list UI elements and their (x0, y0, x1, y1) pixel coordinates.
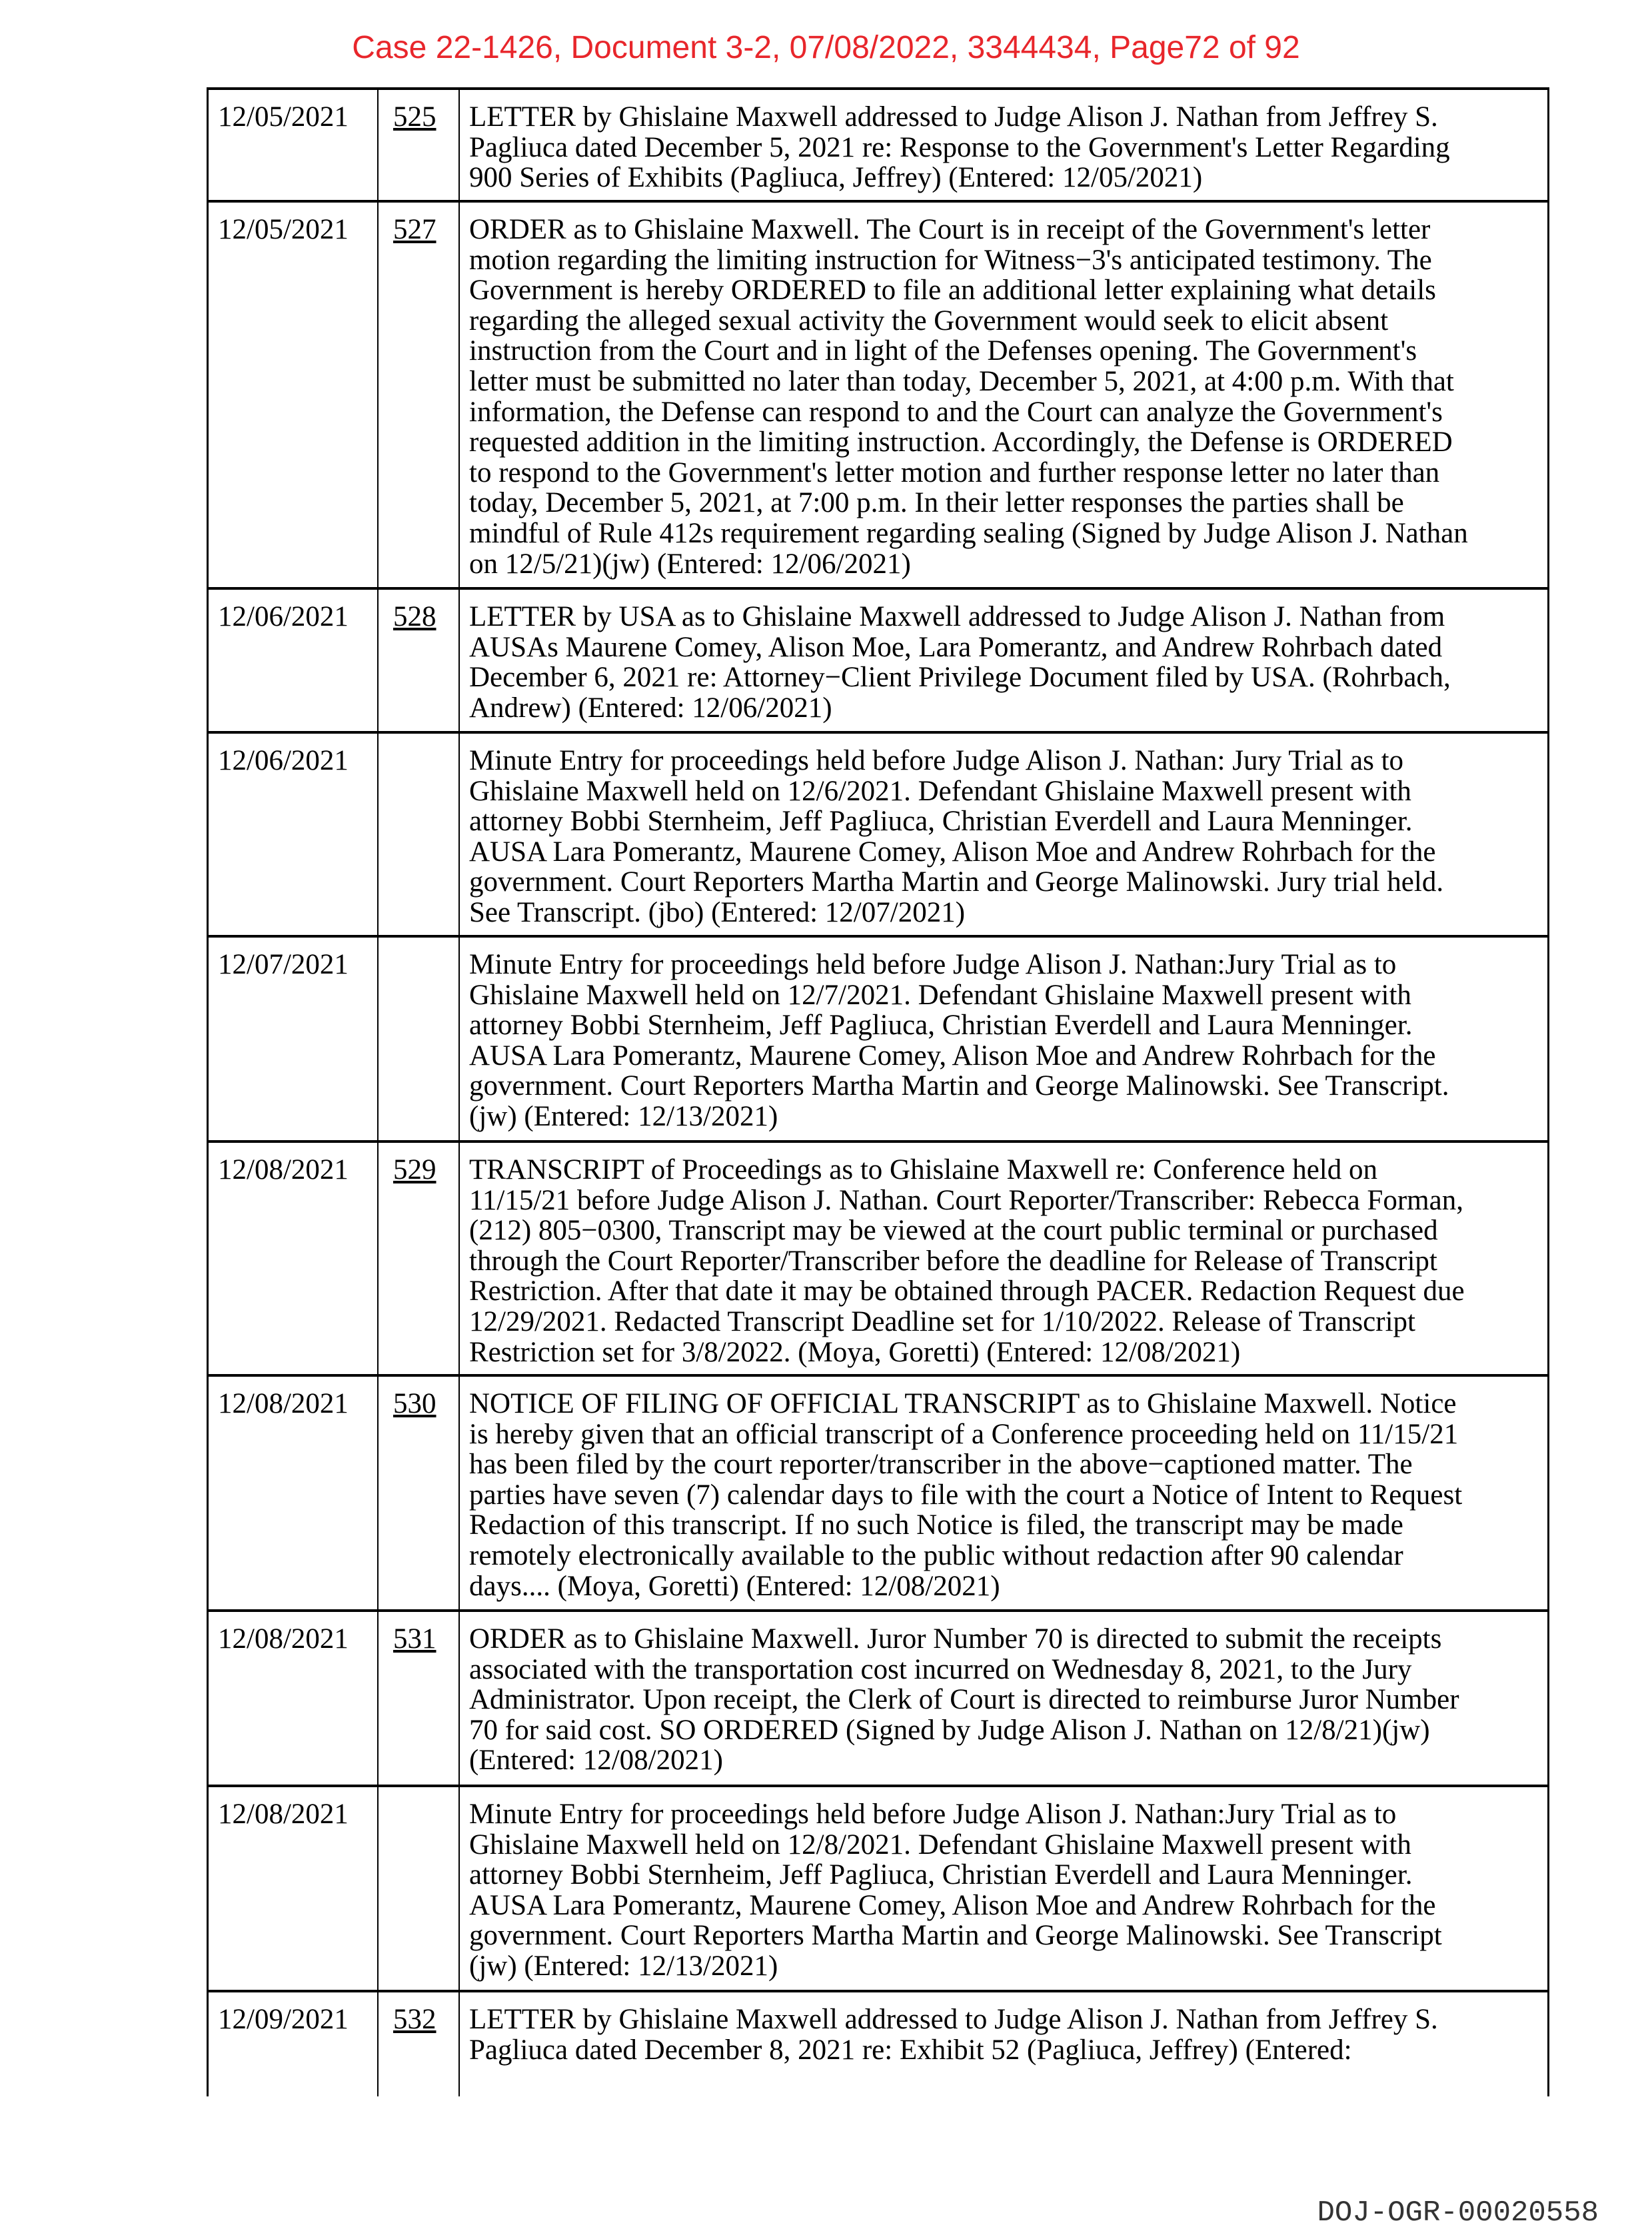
entry-date: 12/08/2021 (209, 1612, 379, 1785)
entry-text-line: motion regarding the limiting instruction for Witness−3's anticipated testimony. The (469, 244, 1432, 276)
entry-text-line: 70 for said cost. SO ORDERED (Signed by Judge Alison J. Nathan on 12/8/21)(jw) (469, 1714, 1430, 1746)
entry-number-cell (379, 590, 460, 731)
entry-text-line: NOTICE OF FILING OF OFFICIAL TRANSCRIPT as to Ghislaine Maxwell. Notice (469, 1388, 1457, 1419)
entry-text-line: on 12/5/21)(jw) (Entered: 12/06/2021) (469, 548, 911, 580)
docket-row (209, 1374, 1547, 1609)
entry-text-line: attorney Bobbi Sternheim, Jeff Pagliuca, Christian Everdell and Laura Menninger. (469, 1010, 1413, 1042)
entry-text-line: AUSA Lara Pomerantz, Maurene Comey, Alison Moe and Andrew Rohrbach for the (469, 836, 1436, 868)
entry-date: 12/06/2021 (209, 590, 379, 731)
entry-text-line: information, the Defense can respond to and the Court can analyze the Government's (469, 396, 1443, 428)
entry-text (460, 1787, 1547, 1990)
docket-table (207, 87, 1549, 2096)
entry-text-line: 900 Series of Exhibits (Pagliuca, Jeffrey) (Entered: 12/05/2021) (469, 162, 1203, 194)
entry-text (460, 1143, 1547, 1374)
entry-number-cell (379, 938, 460, 1140)
case-header: Case 22-1426, Document 3-2, 07/08/2022, 3344434, Page72 of 92 (352, 30, 1300, 65)
entry-text-line: (Entered: 12/08/2021) (469, 1745, 723, 1777)
entry-text-line: attorney Bobbi Sternheim, Jeff Pagliuca, Christian Everdell and Laura Menninger. (469, 1859, 1413, 1891)
entry-text-line: through the Court Reporter/Transcriber before the deadline for Release of Transcript (469, 1245, 1437, 1277)
entry-number-cell (379, 1787, 460, 1990)
entry-text (460, 590, 1547, 731)
entry-text-line: remotely electronically available to the public without redaction after 90 calendar (469, 1539, 1403, 1571)
entry-text-line: LETTER by Ghislaine Maxwell addressed to Judge Alison J. Nathan from Jeffrey S. (469, 2004, 1438, 2035)
entry-number-link[interactable]: 525 (393, 101, 436, 133)
bates-number: DOJ-OGR-00020558 (1317, 2196, 1599, 2230)
entry-text-line: AUSAs Maurene Comey, Alison Moe, Lara Pomerantz, and Andrew Rohrbach dated (469, 631, 1443, 663)
docket-row (209, 587, 1547, 731)
entry-date: 12/07/2021 (209, 938, 379, 1140)
entry-text-line: Restriction. After that date it may be obtained through PACER. Redaction Request due (469, 1275, 1465, 1307)
entry-text-line: (212) 805−0300, Transcript may be viewed at the court public terminal or purchased (469, 1215, 1438, 1247)
entry-text-line: mindful of Rule 412s requirement regarding sealing (Signed by Judge Alison J. Nathan (469, 517, 1468, 549)
entry-text-line: attorney Bobbi Sternheim, Jeff Pagliuca, Christian Everdell and Laura Menninger. (469, 806, 1413, 838)
entry-number-cell (379, 203, 460, 587)
docket-row (209, 1140, 1547, 1374)
entry-text-line: TRANSCRIPT of Proceedings as to Ghislaine Maxwell re: Conference held on (469, 1154, 1378, 1185)
docket-row (209, 1609, 1547, 1785)
entry-text-line: Ghislaine Maxwell held on 12/6/2021. Defendant Ghislaine Maxwell present with (469, 775, 1411, 807)
entry-number-cell (379, 1612, 460, 1785)
entry-text-line: Administrator. Upon receipt, the Clerk of Court is directed to reimburse Juror Number (469, 1684, 1459, 1716)
entry-number-link[interactable]: 528 (393, 601, 436, 632)
entry-text-line: Minute Entry for proceedings held before Judge Alison J. Nathan:Jury Trial as to (469, 1799, 1397, 1830)
entry-text-line: government. Court Reporters Martha Martin and George Malinowski. See Transcript. (469, 1070, 1449, 1102)
docket-row (209, 935, 1547, 1140)
entry-text-line: 11/15/21 before Judge Alison J. Nathan. Court Reporter/Transcriber: Rebecca Forman, (469, 1184, 1463, 1216)
entry-text-line: today, December 5, 2021, at 7:00 p.m. In their letter responses the parties shall be (469, 487, 1404, 519)
entry-text (460, 203, 1547, 587)
entry-text-line: See Transcript. (jbo) (Entered: 12/07/2021) (469, 896, 966, 928)
entry-text-line: ORDER as to Ghislaine Maxwell. The Court is in receipt of the Government's letter (469, 214, 1431, 245)
entry-text-line: Minute Entry for proceedings held before Judge Alison J. Nathan: Jury Trial as to (469, 745, 1404, 776)
entry-text-line: Ghislaine Maxwell held on 12/7/2021. Defendant Ghislaine Maxwell present with (469, 979, 1411, 1011)
entry-text-line: Pagliuca dated December 5, 2021 re: Response to the Government's Letter Regarding (469, 131, 1450, 163)
entry-date: 12/09/2021 (209, 1992, 379, 2096)
entry-date: 12/05/2021 (209, 203, 379, 587)
entry-text-line: 12/29/2021. Redacted Transcript Deadline set for 1/10/2022. Release of Transcript (469, 1305, 1415, 1337)
entry-number-link[interactable]: 532 (393, 2004, 436, 2035)
entry-text-line: LETTER by Ghislaine Maxwell addressed to Judge Alison J. Nathan from Jeffrey S. (469, 101, 1438, 133)
entry-text-line: LETTER by USA as to Ghislaine Maxwell addressed to Judge Alison J. Nathan from (469, 601, 1445, 632)
entry-text-line: to respond to the Government's letter motion and further response letter no later than (469, 456, 1440, 488)
entry-date: 12/06/2021 (209, 734, 379, 935)
entry-text-line: Andrew) (Entered: 12/06/2021) (469, 692, 832, 724)
entry-text-line: AUSA Lara Pomerantz, Maurene Comey, Alison Moe and Andrew Rohrbach for the (469, 1040, 1436, 1072)
entry-text-line: government. Court Reporters Martha Martin and George Malinowski. Jury trial held. (469, 866, 1444, 898)
entry-text (460, 734, 1547, 935)
entry-text-line: letter must be submitted no later than today, December 5, 2021, at 4:00 p.m. With that (469, 365, 1454, 397)
entry-number-cell (379, 1143, 460, 1374)
entry-text-line: Pagliuca dated December 8, 2021 re: Exhibit 52 (Pagliuca, Jeffrey) (Entered: (469, 2034, 1352, 2066)
entry-number-cell (379, 734, 460, 935)
entry-date: 12/08/2021 (209, 1377, 379, 1609)
entry-text (460, 938, 1547, 1140)
entry-text (460, 1992, 1547, 2096)
docket-row (209, 200, 1547, 587)
entry-date: 12/08/2021 (209, 1143, 379, 1374)
entry-text-line: instruction from the Court and in light of the Defenses opening. The Government's (469, 335, 1417, 367)
entry-number-link[interactable]: 529 (393, 1154, 436, 1185)
entry-text-line: (jw) (Entered: 12/13/2021) (469, 1950, 778, 1982)
entry-text-line: ORDER as to Ghislaine Maxwell. Juror Number 70 is directed to submit the receipts (469, 1623, 1442, 1655)
entry-text-line: Ghislaine Maxwell held on 12/8/2021. Defendant Ghislaine Maxwell present with (469, 1829, 1411, 1861)
entry-date: 12/05/2021 (209, 90, 379, 200)
docket-row (209, 1785, 1547, 1990)
entry-text-line: Restriction set for 3/8/2022. (Moya, Goretti) (Entered: 12/08/2021) (469, 1336, 1241, 1368)
entry-text-line: Redaction of this transcript. If no such Notice is filed, the transcript may be made (469, 1509, 1403, 1541)
entry-text-line: associated with the transportation cost incurred on Wednesday 8, 2021, to the Jury (469, 1653, 1412, 1685)
entry-number-cell (379, 1992, 460, 2096)
entry-text-line: (jw) (Entered: 12/13/2021) (469, 1100, 778, 1132)
docket-row (209, 731, 1547, 935)
entry-number-cell (379, 90, 460, 200)
entry-text-line: regarding the alleged sexual activity the Government would seek to elicit absent (469, 305, 1389, 337)
entry-date: 12/08/2021 (209, 1787, 379, 1990)
entry-text (460, 90, 1547, 200)
docket-row (209, 87, 1547, 200)
entry-text-line: December 6, 2021 re: Attorney−Client Privilege Document filed by USA. (Rohrbach, (469, 662, 1451, 694)
entry-text-line: is hereby given that an official transcript of a Conference proceeding held on 11/15/21 (469, 1418, 1459, 1450)
entry-text-line: government. Court Reporters Martha Martin and George Malinowski. See Transcript (469, 1920, 1442, 1952)
entry-text-line: parties have seven (7) calendar days to file with the court a Notice of Intent to Request (469, 1479, 1463, 1511)
entry-number-link[interactable]: 527 (393, 214, 436, 245)
entry-number-link[interactable]: 531 (393, 1623, 436, 1655)
entry-number-cell (379, 1377, 460, 1609)
entry-text-line: Minute Entry for proceedings held before Judge Alison J. Nathan:Jury Trial as to (469, 949, 1397, 980)
entry-text-line: Government is hereby ORDERED to file an additional letter explaining what details (469, 275, 1436, 307)
docket-row (209, 1990, 1547, 2096)
entry-text-line: AUSA Lara Pomerantz, Maurene Comey, Alison Moe and Andrew Rohrbach for the (469, 1889, 1436, 1921)
entry-text-line: has been filed by the court reporter/transcriber in the above−captioned matter. The (469, 1449, 1413, 1481)
entry-text-line: requested addition in the limiting instruction. Accordingly, the Defense is ORDERED (469, 426, 1453, 458)
entry-number-link[interactable]: 530 (393, 1388, 436, 1419)
entry-text (460, 1612, 1547, 1785)
entry-text (460, 1377, 1547, 1609)
entry-text-line: days.... (Moya, Goretti) (Entered: 12/08/2021) (469, 1570, 1000, 1602)
